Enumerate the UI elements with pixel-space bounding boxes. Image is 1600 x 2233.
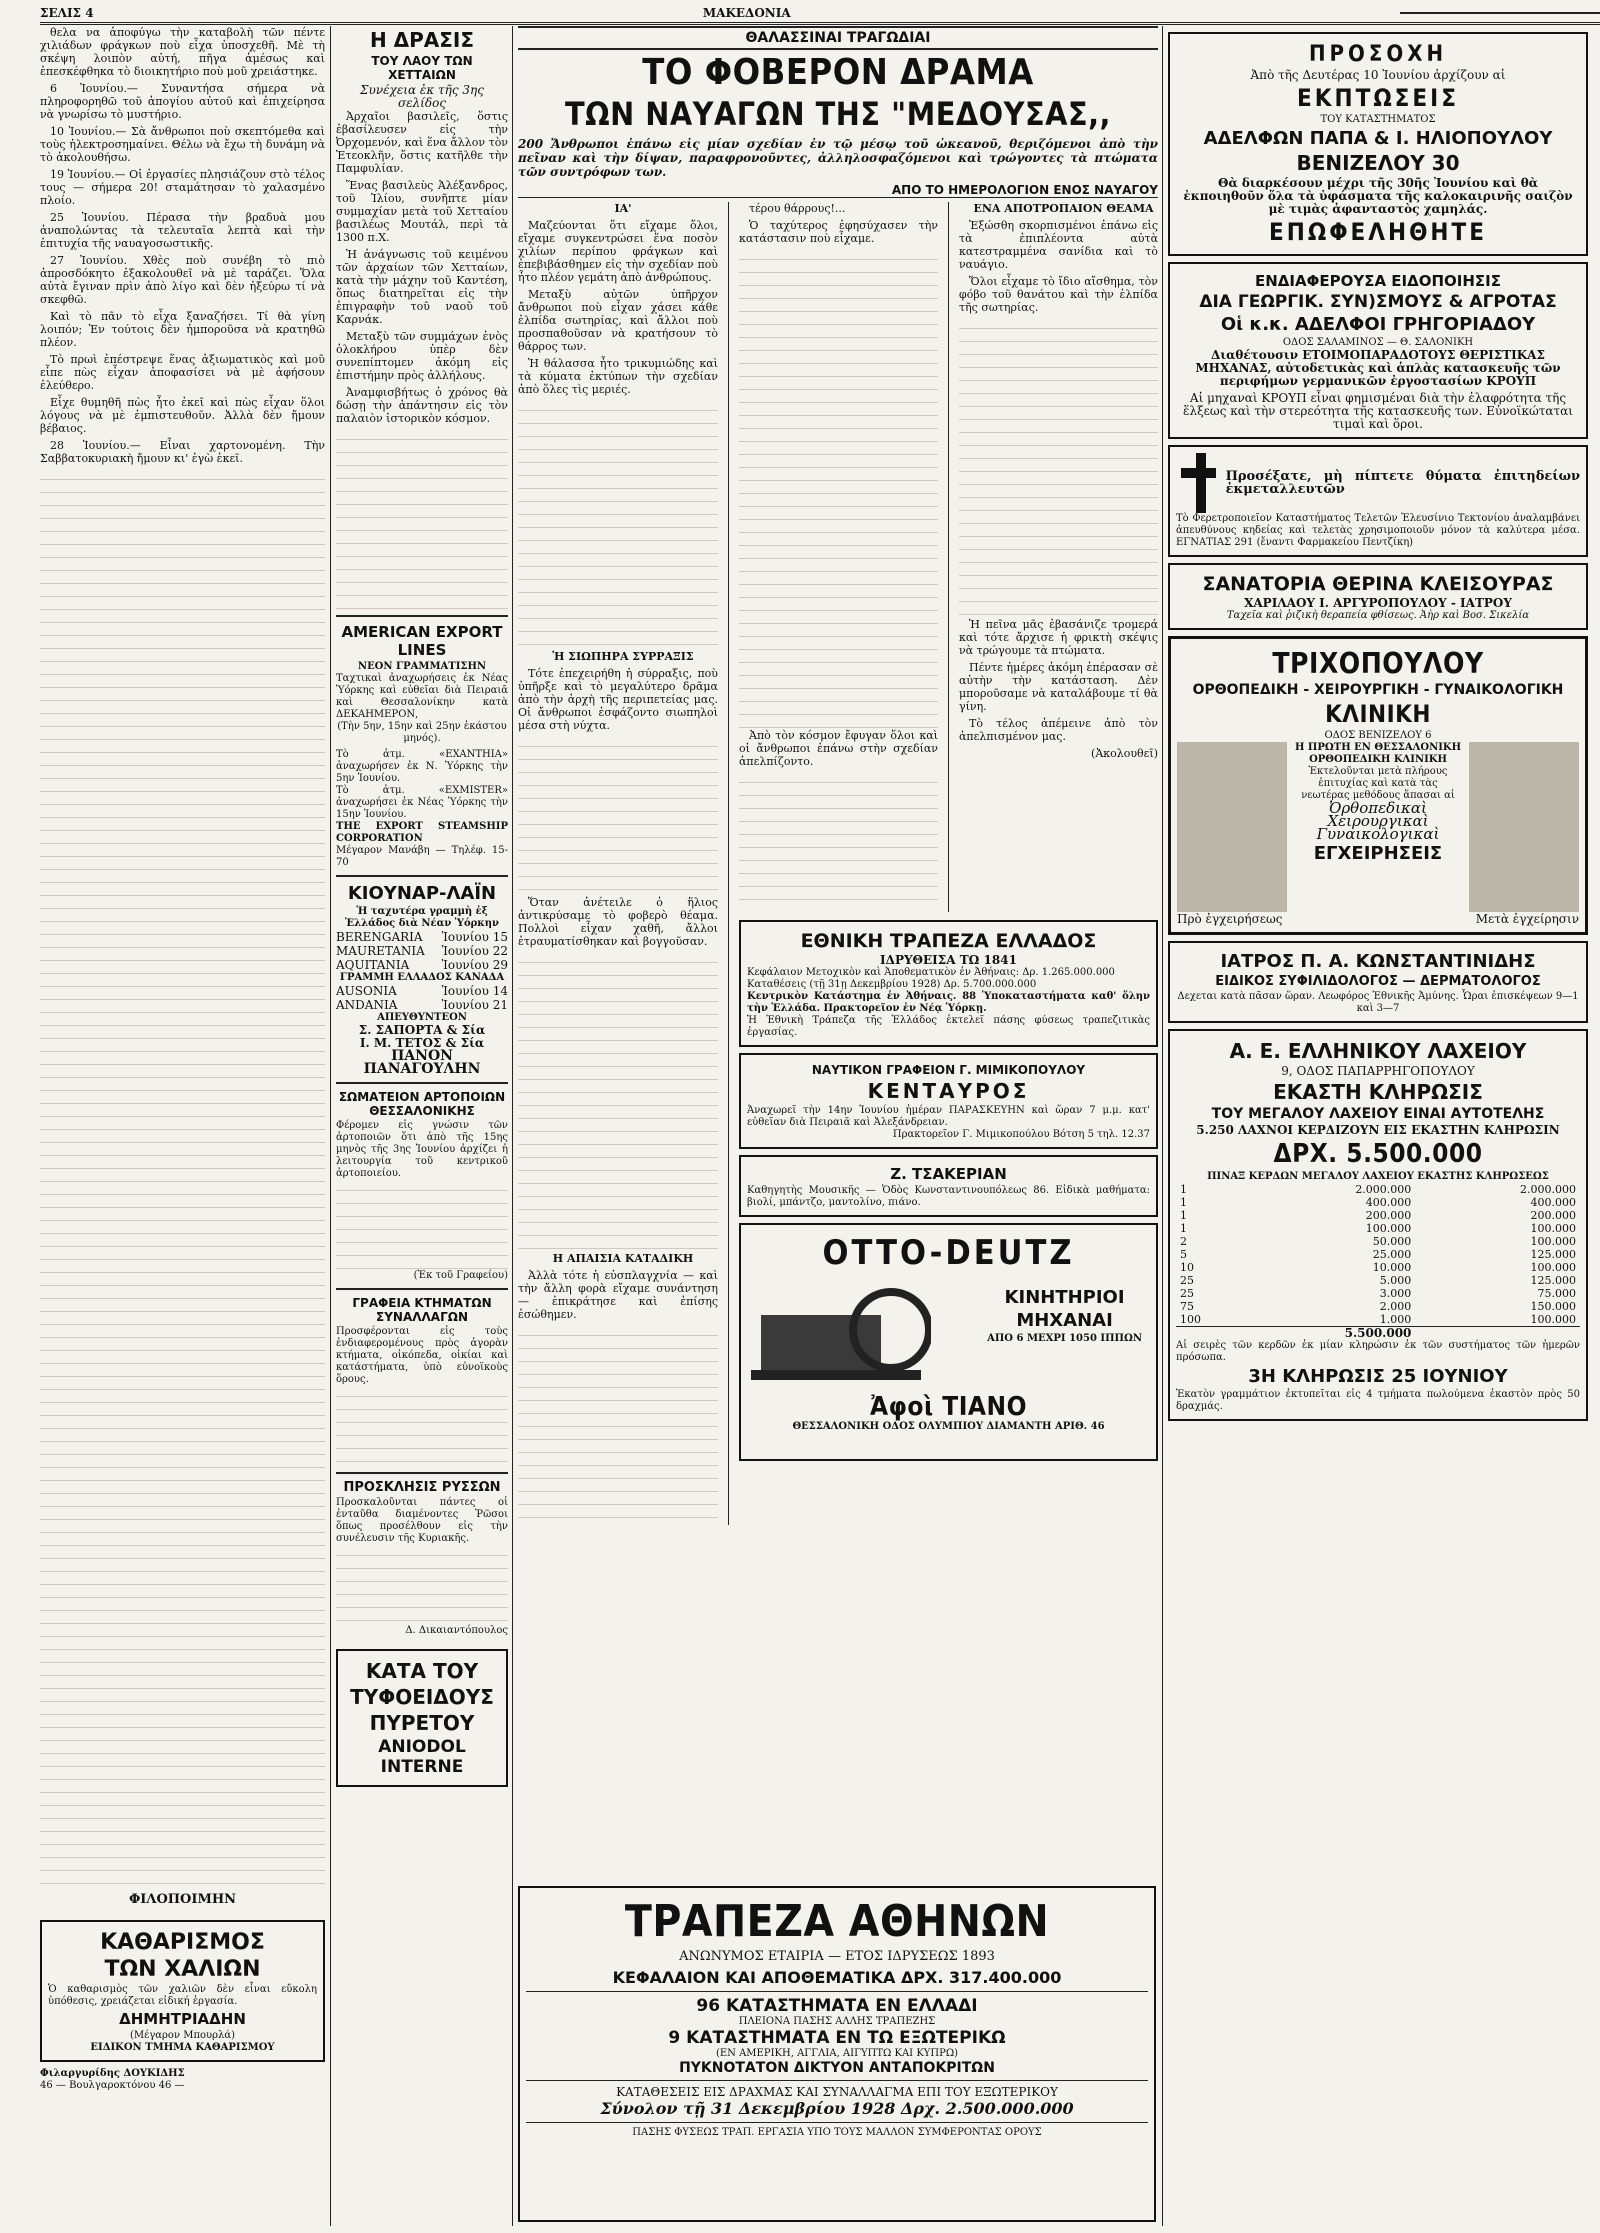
lottery-prize-cell: 10.000 xyxy=(1372,1261,1412,1274)
col2-text-lines xyxy=(336,1386,508,1466)
engine-illustration-icon xyxy=(751,1275,931,1385)
clinic-word: ΚΛΙΝΙΚΗ xyxy=(1325,700,1431,728)
russians-sign: Δ. Δικαιαντόπουλος xyxy=(405,1625,508,1636)
typhoid-ad xyxy=(336,1649,508,1787)
column-1 xyxy=(40,26,325,2226)
carpet-ad-sub: (Μέγαρον Μπουρλά) xyxy=(130,2030,235,2041)
lottery-count-cell: 1 xyxy=(1180,1222,1187,1235)
col1-paragraph: 10 Ἰουνίου.— Σὰ ἄνθρωποι ποὺ σκεπτόμεθα καὶ τοὺς ἠλεκτροσημαίνει. Θέλω νὰ ἔχω τὴ δυνάμη νὰ τὸ ἀκολουθήσω. xyxy=(40,125,325,164)
lottery-note: Αἱ σειρὲς τῶν κερδῶν ἐκ μίαν κληρώσιν ἐκ τῶν συστήματος τῶν ἡμερῶν πρόσωπα. xyxy=(1176,1340,1580,1363)
athens-bank-ad xyxy=(518,1886,1156,2222)
lottery-row xyxy=(1176,1222,1580,1235)
farm-title2: ΔΙΑ ΓΕΩΡΓΙΚ. ΣΥΝ)ΣΜΟΥΣ & ΑΓΡΟΤΑΣ xyxy=(1199,292,1557,312)
lottery-draw: 3Η ΚΛΗΡΩΣΙΣ 25 ΙΟΥΝΙΟΥ xyxy=(1248,1366,1508,1387)
article-source: ΑΠΟ ΤΟ ΗΜΕΡΟΛΟΓΙΟΝ ΕΝΟΣ ΝΑΥΑΓΟΥ xyxy=(518,183,1158,198)
page-number: ΣΕΛΙΣ 4 xyxy=(40,6,94,20)
otto-power: ΑΠΟ 6 ΜΕΧΡΙ 1050 ΙΠΠΩΝ xyxy=(987,1333,1142,1344)
hittites-title2: ΤΟΥ ΛΑΟΥ ΤΩΝ ΧΕΤΤΑΙΩΝ xyxy=(371,54,473,82)
clinic-body: Ἐκτελοῦνται μετὰ πλήρους ἐπιτυχίας καὶ κατὰ τὰς νεωτέρας μεθόδους ἅπασαι αἱ xyxy=(1301,766,1455,801)
nautical-body: Ἀναχωρεῖ τὴν 14ην Ἰουνίου ἡμέραν ΠΑΡΑΣΚΕΥΗΝ καὶ ὥραν 7 μ.μ. κατ' εὐθεῖαν διὰ Πειραιᾶ καὶ Ἀλεξάνδρειαν. xyxy=(747,1105,1150,1128)
paper-title: ΜΑΚΕΔΟΝΙΑ xyxy=(702,6,791,20)
lottery-row xyxy=(1176,1209,1580,1222)
lottery-table-title: ΠΙΝΑΞ ΚΕΡΔΩΝ ΜΕΓΑΛΟΥ ΛΑΧΕΙΟΥ ΕΚΑΣΤΗΣ ΚΛΗΡΩΣΕΩΣ xyxy=(1207,1171,1549,1182)
col2-paragraph: Ἀρχαῖοι βασιλεῖς, ὅστις ἐβασίλευσεν εἰς τὴν Ὀρχομενόν, καὶ ἕνα ἄλλον τὸν Ἐτεοκλῆν, ὅστις κατῆλθε τὴν Παμφυλίαν. xyxy=(336,110,508,175)
funeral-head: Προσέξατε, μὴ πίπτετε θύματα ἐπιτηδείων ἐκμεταλλευτῶν xyxy=(1225,469,1580,497)
clinic-type: ΟΡΘΟΠΕΔΙΚΗ - ΧΕΙΡΟΥΡΓΙΚΗ - ΓΥΝΑΙΚΟΛΟΓΙΚΗ xyxy=(1192,682,1564,698)
typhoid-title4: ANIODOL INTERNE xyxy=(378,1737,466,1777)
bakers-sign: (Ἐκ τοῦ Γραφείου) xyxy=(413,1270,508,1281)
article-text-lines xyxy=(518,736,718,896)
divider xyxy=(336,875,508,877)
lottery-ad xyxy=(1168,1029,1588,1421)
carpet-ad-title2: ΤΩΝ ΧΑΛΙΩΝ xyxy=(104,1957,261,1982)
estates-title: ΓΡΑΦΕΙΑ ΚΤΗΜΑΤΩΝ ΣΥΝΑΛΛΑΓΩΝ xyxy=(352,1296,492,1324)
otto-brand: Ἀφοὶ ΤΙΑΝΟ xyxy=(870,1392,1027,1422)
nautical-ship: ΚΕΝΤΑΥΡΟΣ xyxy=(867,1079,1030,1103)
lottery-total-cell: 2.000.000 xyxy=(1520,1183,1576,1196)
col1-paragraph: Καὶ τὸ πᾶν τὸ εἶχα ξαναζήσει. Τί θὰ γίνη λοιπόν; Ἐν τούτοις δὲν ἠμποροῦσα νὰ κρατηθῶ πλέον. xyxy=(40,310,325,349)
notice-store: ΤΟΥ ΚΑΤΑΣΤΗΜΑΤΟΣ xyxy=(1320,114,1436,125)
lottery-count-cell: 2 xyxy=(1180,1235,1187,1248)
ship-date: Ἰουνίου 14 xyxy=(441,984,508,998)
export-company: THE EXPORT STEAMSHIP CORPORATION xyxy=(336,821,508,844)
article-paragraph: Ἡ πεῖνα μᾶς ἐβασάνιζε τρομερά καὶ τότε ἄρχισε ἡ φρικτὴ σκέψις νὰ τρώγουμε τὰ πτώματα. xyxy=(959,618,1158,657)
notice-name: ΑΔΕΛΦΩΝ ΠΑΠΑ & Ι. ΗΛΙΟΠΟΥΛΟΥ xyxy=(1203,128,1553,149)
lottery-count-cell: 5 xyxy=(1180,1248,1187,1261)
lottery-row xyxy=(1176,1261,1580,1274)
article-paragraph: Ὅλοι εἶχαμε τὸ ἴδιο αἴσθημα, τὸν φόβο τοῦ θανάτου καὶ τὴν ἐλπίδα τῆς σωτηρίας. xyxy=(959,275,1158,314)
lottery-prize-cell: 200.000 xyxy=(1365,1209,1412,1222)
lottery-count-cell: 25 xyxy=(1180,1287,1194,1300)
bakers-title: ΣΩΜΑΤΕΙΟΝ ΑΡΤΟΠΟΙΩΝ ΘΕΣΣΑΛΟΝΙΚΗΣ xyxy=(338,1090,506,1118)
lottery-head2: ΤΟΥ ΜΕΓΑΛΟΥ ΛΑΧΕΙΟΥ ΕΙΝΑΙ ΑΥΤΟΤΕΛΗΣ xyxy=(1211,1106,1545,1122)
export-ship2: Τὸ ἀτμ. «EXMISTER» ἀναχωρήσει ἐκ Νέας Ὑόρκης τὴν 15ην Ἰουνίου. xyxy=(336,785,508,820)
athens-bank-sub: ΑΝΩΝΥΜΟΣ ΕΤΑΙΡΙΑ — ΕΤΟΣ ΙΔΡΥΣΕΩΣ 1893 xyxy=(679,1949,995,1964)
column-rule xyxy=(728,202,729,1525)
agent2: Ι. Μ. ΤΕΤΟΣ & Σία xyxy=(359,1036,485,1050)
clinic-list1: Ὀρθοπεδικαὶ xyxy=(1329,799,1427,817)
lottery-count-cell: 10 xyxy=(1180,1261,1194,1274)
article-paragraph: Ἐξώσθη σκορπισμένοι ἐπάνω εἰς τὰ ἐπιπλέοντα αὐτὰ κατεστραμμένα σανίδια καὶ τὸ ναυάγιο. xyxy=(959,219,1158,271)
doctor-name: ΙΑΤΡΟΣ Π. Α. ΚΩΝΣΤΑΝΤΙΝΙΔΗΣ xyxy=(1220,951,1536,972)
otto-deutz-ad xyxy=(739,1223,1158,1461)
clinic-name: ΤΡΙΧΟΠΟΥΛΟΥ xyxy=(1272,647,1484,680)
lottery-total-cell: 75.000 xyxy=(1537,1287,1576,1300)
national-bank-founded: ΙΔΡΥΘΕΙΣΑ ΤΩ 1841 xyxy=(880,953,1017,967)
lottery-row xyxy=(1176,1196,1580,1209)
column-rule xyxy=(512,26,513,2226)
national-bank-body: Ἡ Ἐθνικὴ Τράπεζα τῆς Ἑλλάδος ἐκτελεῖ πάσης φύσεως τραπεζιτικὰς ἐργασίας. xyxy=(747,1015,1150,1038)
article-col-c xyxy=(959,202,1158,912)
article-text-lines xyxy=(739,772,938,912)
lottery-count-cell: 1 xyxy=(1180,1209,1187,1222)
russians-title: ΠΡΟΣΚΛΗΣΙΣ ΡΥΣΣΩΝ xyxy=(343,1480,501,1495)
ship-date: Ἰουνίου 21 xyxy=(441,998,508,1012)
notice-title: ΠΡΟΣΟΧΗ xyxy=(1308,42,1448,67)
article-headline2: ΤΩΝ ΝΑΥΑΓΩΝ ΤΗΣ "ΜΕΔΟΥΣΑΣ,, xyxy=(565,95,1111,133)
music-body: Καθηγητὴς Μουσικῆς — Ὁδὸς Κωνσταντινουπόλεως 86. Εἰδικὰ μαθήματα: βιολί, μπάντζο, μαντολίνο, πιάνο. xyxy=(747,1185,1150,1208)
col1-text-lines xyxy=(40,469,325,1889)
article-col-a xyxy=(518,202,718,1525)
lottery-addr: 9, ΟΔΟΣ ΠΑΠΑΡΡΗΓΟΠΟΥΛΟΥ xyxy=(1281,1064,1475,1078)
col1-signature: ΦΙΛΟΠΟΙΜΗΝ xyxy=(128,1892,237,1907)
lottery-total-cell: 125.000 xyxy=(1530,1274,1576,1287)
clinic-first: Η ΠΡΩΤΗ ΕΝ ΘΕΣΣΑΛΟΝΙΚΗ ΟΡΘΟΠΕΔΙΚΗ ΚΛΙΝΙΚΗ xyxy=(1294,742,1462,765)
col2-text-lines xyxy=(336,429,508,609)
article-paragraph: Μαζεύονται ὅτι εἴχαμε ὅλοι, εἴχαμε συγκεντρώσει ἕνα ποσὸν χιλίων περίπου φράγκων καὶ ἐπεβιβάσθημεν εἰς τὴν σχεδίαν ποὺ ἦτο πλέον γεμάτη ἀπὸ ἀνθρώπους. xyxy=(518,219,718,284)
lottery-prize-cell: 5.000 xyxy=(1379,1274,1412,1287)
national-bank-capital: Κεφάλαιον Μετοχικὸν καὶ Ἀποθεματικὸν ἐν Ἀθήναις: Δρ. 1.265.000.000 xyxy=(747,967,1115,978)
col1-paragraph: θελα να ἀποφύγω τὴν καταβολὴ τῶν πέντε χιλιάδων φράγκων ποὺ εἶχα ὑποσχεθῆ. Μὲ τὴ σκέψη λοιπὸν αὐτή, πῆγα ἀμέσως καὶ ἐπεσκέφθηκα τὸ διοικητήριο ποὺ μοῦ χρειάστηκε. xyxy=(40,26,325,78)
doctor-body: Δεχεται κατὰ πᾶσαν ὥραν. Λεωφόρος Ἐθνικῆς Ἀμύνης. Ὧραι ἐπισκέψεων 9—1 καὶ 3—7 xyxy=(1177,991,1579,1014)
lottery-row xyxy=(1176,1313,1580,1326)
article-paragraph: ΙΑ' xyxy=(614,202,632,215)
col2-paragraph: Ἕνας βασιλεὺς Ἀλέξανδρος, τοῦ Ἰλίου, συνῆπτε μίαν συμμαχίαν μετὰ τοῦ Χετταίου βασιλέως Μουτάλ, περὶ τὰ 1300 π.Χ. xyxy=(336,179,508,244)
notice-body: Θὰ διαρκέσουν μέχρι τῆς 30ῆς Ἰουνίου καὶ θὰ ἐκποιηθοῦν ὅλα τὰ ὑφάσματα τῆς καλοκαιρινῆς σαιζὸν μὲ τιμὰς ἀφανταστὸς χαμηλάς. xyxy=(1183,176,1573,216)
hittites-sub: Συνέχεια ἐκ τῆς 3ης σελίδος xyxy=(360,83,484,110)
article-paragraph: Πέντε ἡμέρες ἀκόμη ἐπέρασαν σὲ αὐτὴν τὴν κατάσταση. Δὲν μποροῦσαμε νὰ καταλάβουμε τί θὰ γίνη. xyxy=(959,661,1158,713)
agent1: Σ. ΣΑΠΟΡΤΑ & Σία xyxy=(358,1023,486,1037)
clinic-before-caption: Πρὸ ἐγχειρήσεως xyxy=(1177,912,1283,926)
funeral-body: Τὸ Φερετροποιεῖον Καταστήματος Τελετῶν Ἐλευσίνιο Τεκτονίου ἀναλαμβάνει ἀπευθύνους κηδείας καὶ τελετὰς χρησιμοποιοῦν μόνον τὰ καλύτερα μέσα. ΕΓΝΑΤΙΑΣ 291 (ἔναντι Φαρμακείου Πεντζίκη) xyxy=(1176,513,1580,548)
lottery-table-body xyxy=(1176,1183,1580,1326)
lottery-sum: 5.500.000 xyxy=(1176,1326,1580,1340)
carpet-ad-body: Ὁ καθαρισμὸς τῶν χαλιῶν δὲν εἶναι εὔκολη ὑπόθεσις, χρειάζεται εἰδική ἐργασία. xyxy=(48,1984,317,2007)
article-paragraph: Ἀπὸ τὸν κόσμον ἔφυγαν ὅλοι καὶ οἱ ἄνθρωποι ἐπάνω στὴν σχεδίαν ἀπελπίζοντο. xyxy=(739,729,938,768)
divider xyxy=(336,1082,508,1084)
hittites-title1: Η ΔΡΑΣΙΣ xyxy=(369,28,475,52)
clinic-caption-row xyxy=(1177,912,1579,926)
ship-date: Ἰουνίου 29 xyxy=(441,958,508,972)
col2-text-lines xyxy=(336,1180,508,1270)
article-paragraph: Ὁ ταχύτερος ἐφησύχασεν τὴν κατάστασιν ποὺ εἶχαμε. xyxy=(739,219,938,245)
clinic-big: ΕΓΧΕΙΡΗΣΕΙΣ xyxy=(1313,843,1443,864)
ship-name: BERENGARIA xyxy=(336,930,423,944)
otto-addr: ΟΔΟΣ ΟΛΥΜΠΙΟΥ ΔΙΑΜΑΝΤΗ ΑΡΙΘ. 46 xyxy=(882,1421,1105,1432)
athens-bank-greece: 96 ΚΑΤΑΣΤΗΜΑΤΑ ΕΝ ΕΛΛΑΔΙ xyxy=(526,1991,1148,2016)
col2-paragraph: Ἡ ἀνάγνωσις τοῦ κειμένου τῶν ἀρχαίων τῶν Χετταίων, κατὰ τὴν μάχην τοῦ Καντέση, ὅπως διατηρεῖται εἰς τὴν ἐπιγραφὴν τοῦ ναοῦ τοῦ Καρνάκ. xyxy=(336,248,508,326)
article-right-block xyxy=(739,202,1158,1525)
lottery-row xyxy=(1176,1235,1580,1248)
column-rule xyxy=(1162,26,1163,2226)
lottery-total-cell: 150.000 xyxy=(1530,1300,1576,1313)
sanat-body: Ταχεῖα καὶ ῥιζικὴ θεραπεία φθίσεως. Ἀὴρ καὶ Βοσ. Σικελία xyxy=(1226,610,1530,621)
article-text-lines xyxy=(518,1325,718,1525)
farm-foot: Αἱ μηχαναὶ ΚΡΟΥΠ εἶναι φημισμέναι διὰ τὴν ἐλαφρότητα τῆς ἕλξεως καὶ τὴν στερεότητα τῆς κατασκευῆς των. Εὐνοϊκώταται τιμαὶ καὶ ὅροι. xyxy=(1183,391,1573,431)
col1-footer2: 46 — Βουλγαροκτόνου 46 — xyxy=(40,2080,185,2091)
athens-bank-deposits: ΚΑΤΑΘΕΣΕΙΣ ΕΙΣ ΔΡΑΧΜΑΣ ΚΑΙ ΣΥΝΑΛΛΑΓΜΑ ΕΠΙ ΤΟΥ ΕΞΩΤΕΡΙΚΟΥ xyxy=(526,2080,1148,2099)
lottery-table xyxy=(1176,1183,1580,1326)
cunard-ship-row xyxy=(336,958,508,972)
clinic-after-photo xyxy=(1469,742,1579,912)
ship-name: AUSONIA xyxy=(336,984,397,998)
article-text-lines xyxy=(518,400,718,650)
col1-paragraph: 27 Ἰουνίου. Χθὲς ποὺ συνέβη τὸ πιὸ ἀπροσδόκητο ἐξακολουθεῖ νὰ μὲ ταράζει. Ὅλα αὐτὰ ἔγιναν πρὶν ἀπὸ λίγο καὶ δὲν ἠξεύρω τί νὰ σκεφθῶ. xyxy=(40,254,325,306)
nautical-addr: Πρακτορεῖον Γ. Μιμικοπούλου Βότση 5 τηλ. 12.37 xyxy=(892,1129,1150,1140)
divider xyxy=(336,1472,508,1474)
lottery-prize-cell: 400.000 xyxy=(1365,1196,1412,1209)
cunard-ship-row xyxy=(336,930,508,944)
farm-body: Διαθέτουσιν ΕΤΟΙΜΟΠΑΡΑΔΟΤΟΥΣ ΘΕΡΙΣΤΙΚΑΣ ΜΗΧΑΝΑΣ, αὐτοδετικὰς καὶ ἁπλὰς κατασκευῆς τῶν περιφήμων γερμανικῶν ἐργοστασίων ΚΡΟΥΠ xyxy=(1195,348,1561,388)
athens-bank-foot: ΠΑΣΗΣ ΦΥΣΕΩΣ ΤΡΑΠ. ΕΡΓΑΣΙΑ ΥΠΟ ΤΟΥΣ ΜΑΛΛΟΝ ΣΥΜΦΕΡΟΝΤΑΣ ΟΡΟΥΣ xyxy=(526,2122,1148,2139)
national-bank-title: ΕΘΝΙΚΗ ΤΡΑΠΕΖΑ ΕΛΛΑΔΟΣ xyxy=(800,930,1097,952)
export-company-sub: Μέγαρον Μανάβη — Τηλέφ. 15-70 xyxy=(336,845,508,868)
bakers-body: Φέρομεν εἰς γνώσιν τῶν ἀρτοποιῶν ὅτι ἀπὸ τῆς 15ης μηνὸς τῆς 3ης Ἰουνίου ἀρχίζει ἡ λειτουργία τοῦ κεντρικοῦ ἀρτοποιείου. xyxy=(336,1120,508,1179)
lottery-prize-cell: 100.000 xyxy=(1365,1222,1412,1235)
otto-city-name: ΘΕΣΣΑΛΟΝΙΚΗ xyxy=(792,1421,880,1432)
cunard-sub: Ἡ ταχυτέρα γραμμὴ ἐξ Ἑλλάδος διὰ Νέαν Ὑόρκην xyxy=(345,906,499,929)
clinic-after-caption: Μετὰ ἐγχείρησιν xyxy=(1475,912,1579,926)
agent-piraeus: ΠΑΝΟΝ ΠΑΝΑΓΟΥΛΗΝ xyxy=(363,1048,481,1077)
athens-bank-abroad-sub: (ΕΝ ΑΜΕΡΙΚΗ, ΑΓΓΛΙΑ, ΑΙΓΥΠΤΩ ΚΑΙ ΚΥΠΡΩ) xyxy=(715,2048,959,2059)
ship-name: AQUITANIA xyxy=(336,958,410,972)
sanat-title: ΣΑΝΑΤΟΡΙΑ ΘΕΡΙΝΑ ΚΛΕΙΣΟΥΡΑΣ xyxy=(1202,573,1554,595)
canada-title: ΓΡΑΜΜΗ ΕΛΛΑΔΟΣ ΚΑΝΑΔΑ xyxy=(339,972,505,983)
article-paragraph: Ἡ θάλασσα ἦτο τρικυμιώδης καὶ τὰ κύματα ἐκτύπων τὴν σχεδίαν ἀπὸ ὅλες τὶς μεριές. xyxy=(518,357,718,396)
divider xyxy=(336,615,508,617)
clinic-text xyxy=(1287,742,1469,866)
lottery-prize-cell: 2.000.000 xyxy=(1355,1183,1412,1196)
otto-sub1: ΚΙΝΗΤΗΡΙΟΙ xyxy=(1004,1287,1125,1308)
clinic-before-photo xyxy=(1177,742,1287,912)
lottery-prize-cell: 25.000 xyxy=(1372,1248,1412,1261)
article-text-lines xyxy=(518,952,718,1252)
lottery-head1: ΕΚΑΣΤΗ ΚΛΗΡΩΣΙΣ xyxy=(1273,1080,1483,1104)
article-paragraph: Ὅταν ἀνέτειλε ὁ ἥλιος ἀντικρύσαμε τὸ φοβερὸ θέαμα. Πολλοὶ εἶχαν χαθῆ, ἄλλοι ἐτραυματίσθηκαν καὶ βογγοῦσαν. xyxy=(518,896,718,948)
right-column xyxy=(1168,26,1588,2226)
masthead-rule xyxy=(1400,12,1600,14)
carpet-ad-title1: ΚΑΘΑΡΙΣΜΟΣ xyxy=(100,1930,265,1955)
lottery-prize-cell: 1.000 xyxy=(1379,1313,1412,1326)
notice-foot: ΕΠΩΦΕΛΗΘΗΤΕ xyxy=(1269,218,1487,246)
nautical-title: ΝΑΥΤΙΚΟΝ ΓΡΑΦΕΙΟΝ Γ. ΜΙΜΙΚΟΠΟΥΛΟΥ xyxy=(811,1063,1086,1077)
article-right-cols xyxy=(739,202,1158,912)
national-bank-deposits: Καταθέσεις (τῇ 31ῃ Δεκεμβρίου 1928) Δρ. 5.700.000.000 xyxy=(747,979,1037,990)
export-lines-dates: (Τὴν 5ην, 15ην καὶ 25ην ἑκάστου μηνός). xyxy=(337,721,507,744)
ship-date: Ἰουνίου 22 xyxy=(441,944,508,958)
lottery-total-cell: 200.000 xyxy=(1530,1209,1576,1222)
lottery-row xyxy=(1176,1248,1580,1261)
lottery-count-cell: 1 xyxy=(1180,1196,1187,1209)
article-headline1: ΤΟ ΦΟΒΕΡΟΝ ΔΡΑΜΑ xyxy=(642,52,1034,93)
otto-sub2: ΜΗΧΑΝΑΙ xyxy=(1016,1310,1113,1331)
article-subhead: Ἡ ΣΙΩΠΗΡΑ ΣΥΡΡΑΞΙΣ xyxy=(552,650,694,663)
athens-bank-greece-sub: ΠΛΕΙΟΝΑ ΠΑΣΗΣ ΑΛΛΗΣ ΤΡΑΠΕΖΗΣ xyxy=(738,2016,936,2027)
article-paragraph: τέρου θάρρους!... xyxy=(749,202,846,215)
divider xyxy=(336,1288,508,1290)
article-paragraph: Μεταξὺ αὐτῶν ὑπῆρχον ἄνθρωποι ποὺ εἶχαν χάσει κάθε ἐλπίδα σωτηρίας, καὶ ἄλλοι ποὺ προσπαθοῦσαν νὰ κρατήσουν τὸ θάρρος των. xyxy=(518,288,718,353)
notice-big: ΕΚΠΤΩΣΕΙΣ xyxy=(1297,84,1459,112)
sanatorium-ad xyxy=(1168,563,1588,630)
typhoid-title3: ΠΥΡΕΤΟΥ xyxy=(369,1711,475,1735)
lottery-row xyxy=(1176,1300,1580,1313)
article-deck: 200 Ἄνθρωποι ἐπάνω εἰς μίαν σχεδίαν ἐν τῷ μέσῳ τοῦ ὠκεανοῦ, θεριζόμενοι ἀπὸ τὴν πεῖναν καὶ τὴν δίψαν, παραφρονοῦντες, ἀλληλοσφαζόμενοι καὶ τρώγοντες τὰ πτώματα τῶν συντρόφων των. xyxy=(518,137,1158,179)
column-2 xyxy=(336,26,508,2226)
lottery-count: 5.250 ΛΑΧΝΟΙ ΚΕΡΔΙΖΟΥΝ ΕΙΣ ΕΚΑΣΤΗΝ ΚΛΗΡΩΣΙΝ xyxy=(1196,1123,1560,1137)
sanat-doc: ΧΑΡΙΛΑΟΥ Ι. ΑΡΓΥΡΟΠΟΥΛΟΥ - ΙΑΤΡΟΥ xyxy=(1244,596,1512,610)
lottery-row xyxy=(1176,1287,1580,1300)
article-kicker: ΘΑΛΑΣΣΙΝΑΙ ΤΡΑΓΩΔΙΑΙ xyxy=(518,26,1158,50)
lottery-prize-cell: 2.000 xyxy=(1379,1300,1412,1313)
lottery-total-cell: 100.000 xyxy=(1530,1222,1576,1235)
estates-body: Προσφέρονται εἰς τοὺς ἐνδιαφερομένους πρὸς ἀγορὰν κτήματα, οἰκόπεδα, οἰκίαι καὶ κατάστήματα, ὑπὸ εὐνοϊκοὺς ὅρους. xyxy=(336,1326,508,1385)
nautical-office-ad xyxy=(739,1053,1158,1149)
masthead xyxy=(40,4,1600,25)
lottery-count-cell: 25 xyxy=(1180,1274,1194,1287)
col1-paragraph: Εἶχε θυμηθῆ πὼς ἦτο ἐκεῖ καὶ πὼς εἶχαν ὅλοι λόγους νὰ μὲ ἐμπιστευθοῦν. Ἀλλὰ δὲν ἤμουν βέβαιος. xyxy=(40,396,325,435)
carpet-ad-foot: ΕΙΔΙΚΟΝ ΤΜΗΜΑ ΚΑΘΑΡΙΣΜΟΥ xyxy=(90,2042,275,2053)
typhoid-title1: ΚΑΤΑ ΤΟΥ xyxy=(365,1659,479,1683)
col2-paragraph: Ἀναμφισβήτως ὁ χρόνος θὰ δώσῃ τὴν ἀπάντησιν εἰς τὸν παλαιὸν ἱστορικὸν κόσμον. xyxy=(336,386,508,425)
col1-paragraph: 6 Ἰουνίου.— Συναντήσα σήμερα νὰ πληροφορηθῶ τοῦ ἀπογίου αὐτοῦ καὶ ἐπιχείρησα νὰ γνωρίσω τὸ μυστήριο. xyxy=(40,82,325,121)
carpet-cleaning-ad xyxy=(40,1920,325,2062)
lottery-total-cell: 100.000 xyxy=(1530,1261,1576,1274)
article-text-lines xyxy=(739,249,938,729)
article-col-b xyxy=(739,202,938,912)
lottery-prize-cell: 50.000 xyxy=(1372,1235,1412,1248)
otto-city xyxy=(741,1421,1156,1433)
article-text-lines xyxy=(959,318,1158,618)
national-bank-ad xyxy=(739,920,1158,1047)
otto-text xyxy=(987,1285,1142,1345)
cunard-ship-row xyxy=(336,944,508,958)
export-lines-body: Ταχτικαὶ ἀναχωρήσεις ἐκ Νέας Ὑόρκης καὶ εὐθεῖαι διὰ Πειραιᾶ καὶ Θεσσαλονίκην κατὰ ΔΕΚΑΗΜΕΡΟΝ, xyxy=(336,673,508,720)
canada-ship-row xyxy=(336,998,508,1012)
column-rule xyxy=(948,202,949,912)
sale-notice-ad xyxy=(1168,32,1588,256)
notice-street: ΒΕΝΙΖΕΛΟΥ 30 xyxy=(1296,151,1460,175)
athens-bank-abroad: 9 ΚΑΤΑΣΤΗΜΑΤΑ ΕΝ ΤΩ ΕΞΩΤΕΡΙΚΩ xyxy=(668,2028,1006,2048)
ship-name: MAURETANIA xyxy=(336,944,425,958)
clinic-street: ΟΔΟΣ ΒΕΝΙΖΕΛΟΥ 6 xyxy=(1324,730,1432,741)
doctor-ad xyxy=(1168,941,1588,1023)
article-paragraph: Τότε ἐπεχειρήθη ἡ σύρραξις, ποὺ ὑπῆρξε καὶ τὸ μεγαλύτερο δρᾶμα ἀπὸ τὴν ἀρχὴ τῆς περιπετείας μας. Οἱ ἄνθρωποι ἐσφάζοντο σιωπηλοὶ μέσα στὴ νύχτα. xyxy=(518,667,718,732)
lottery-total-cell: 125.000 xyxy=(1530,1248,1576,1261)
carpet-ad-name: ΔΗΜΗΤΡΙΑΔΗΝ xyxy=(119,2010,246,2028)
article-subhead: ΕΝΑ ΑΠΟΤΡΟΠΑΙΟΝ ΘΕΑΜΑ xyxy=(973,202,1154,215)
athens-bank-capital: ΚΕΦΑΛΑΙΟΝ ΚΑΙ ΑΠΟΘΕΜΑΤΙΚΑ ΔΡΧ. 317.400.000 xyxy=(612,1968,1062,1987)
lottery-total-cell: 100.000 xyxy=(1530,1235,1576,1248)
clinic-body-row xyxy=(1177,742,1579,912)
lottery-row xyxy=(1176,1183,1580,1196)
col2-paragraph: Μεταξὺ τῶν συμμάχων ἐνὸς ὁλοκλήρου ὑπὲρ δὲν συνεπίπτομεν ἀκόμη εἰς ἐπιστήμην πρὸς ἀλλήλους. xyxy=(336,330,508,382)
doctor-spec: ΕΙΔΙΚΟΣ ΣΥΦΙΛΙΔΟΛΟΓΟΣ — ΔΕΡΜΑΤΟΛΟΓΟΣ xyxy=(1215,974,1541,989)
typhoid-title2: ΤΥΦΟΕΙΔΟΥΣ xyxy=(350,1685,494,1709)
col1-paragraph: 25 Ἰουνίου. Πέρασα τὴν βραδυὰ μου ἀναπολώντας τὰ τελευταῖα λεπτὰ καὶ τὴν ἐπιτυχία τῆς ναυαγοσωστικῆς. xyxy=(40,211,325,250)
export-lines-title: AMERICAN EXPORT LINES xyxy=(341,623,503,659)
export-lines-sub: ΝΕΟΝ ΓΡΑΜΜΑΤΙΣΗΝ xyxy=(357,661,487,672)
farm-machinery-ad xyxy=(1168,262,1588,439)
col1-paragraph: 19 Ἰουνίου.— Οἱ ἐργασίες πλησιάζουν στὸ τέλος τους — σήμερα 20! σταμάτησαν τὸ χαλασμένο πλοίο. xyxy=(40,168,325,207)
notice-intro: Ἀπὸ τῆς Δευτέρας 10 Ἰουνίου ἀρχίζουν αἱ xyxy=(1250,68,1506,82)
article-paragraph: Τὸ τέλος ἀπέμεινε ἀπὸ τὸν ἀπελπισμένον μας. xyxy=(959,717,1158,743)
music-ad xyxy=(739,1155,1158,1217)
col2-text-lines xyxy=(336,1545,508,1625)
lottery-count-cell: 100 xyxy=(1180,1313,1201,1326)
funeral-ad xyxy=(1168,445,1588,557)
ship-name: ANDANIA xyxy=(336,998,398,1012)
russians-body: Προσκαλοῦνται πάντες οἱ ἐνταῦθα διαμένοντες Ῥῶσοι ὅπως προσέλθουν εἰς τὴν συνέλευσιν τῆς Κυριακῆς. xyxy=(336,1497,508,1544)
col1-paragraph: Τὸ πρωὶ ἐπέστρεψε ἕνας ἀξιωματικὸς καὶ μοῦ εἶπε πὼς εἶχαν ἀποφασίσει νὰ μὲ ἀφήσουν ἐλεύθερο. xyxy=(40,353,325,392)
farm-firm: Οἱ κ.κ. ΑΔΕΛΦΟΙ ΓΡΗΓΟΡΙΑΔΟΥ xyxy=(1220,314,1536,335)
otto-title: OTTO-DEUTZ xyxy=(822,1233,1075,1273)
column-rule xyxy=(330,26,331,2226)
clinic-ad xyxy=(1168,636,1588,935)
national-bank-branches: Κεντρικὸν Κατάστημα ἐν Ἀθήναις. 88 Ὑποκαταστήματα καθ' ὅλην τὴν Ἑλλάδα. Πρακτορεῖον ἐν Νέᾳ Ὑόρκῃ. xyxy=(747,991,1150,1014)
article-paragraph: Ἀλλὰ τότε ἡ εὐσπλαγχνία — καὶ τὴν ἄλλη φορὰ εἴχαμε συνάντηση — ἐπικράτησε καὶ ἐπίσης ἐσώθημεν. xyxy=(518,1269,718,1321)
article-subhead: Η ΑΠΑΙΣΙΑ ΚΑΤΑΔΙΚΗ xyxy=(552,1252,694,1265)
ship-date: Ἰουνίου 15 xyxy=(441,930,508,944)
athens-bank-title: ΤΡΑΠΕΖΑ ΑΘΗΝΩΝ xyxy=(624,1896,1050,1947)
funeral-head-row xyxy=(1176,453,1580,513)
col1-footer: Φιλαργυρίδης ΔΟΥΚΙΔΗΣ xyxy=(40,2068,185,2079)
lottery-count-cell: 1 xyxy=(1180,1183,1187,1196)
article-cont: (Ἀκολουθεῖ) xyxy=(1091,747,1158,760)
col1-paragraph: 28 Ἰουνίου.— Εἶναι χαρτονομένη. Τὴν Σαββατοκυριακὴ ἤμουν κι' ἐγὼ ἐκεῖ. xyxy=(40,439,325,465)
lottery-count-cell: 75 xyxy=(1180,1300,1194,1313)
lottery-title: Α. Ε. ΕΛΛΗΝΙΚΟΥ ΛΑΧΕΙΟΥ xyxy=(1229,1039,1527,1063)
lottery-total-cell: 100.000 xyxy=(1530,1313,1576,1326)
canada-ship-row xyxy=(336,984,508,998)
lottery-row xyxy=(1176,1274,1580,1287)
lottery-total: ΔΡΧ. 5.500.000 xyxy=(1273,1139,1483,1169)
athens-bank-total: Σύνολον τῇ 31 Δεκεμβρίου 1928 Δρχ. 2.500.000.000 xyxy=(600,2099,1074,2118)
lottery-prize-cell: 3.000 xyxy=(1379,1287,1412,1300)
cross-icon xyxy=(1176,453,1216,513)
athens-bank-network: ΠΥΚΝΟΤΑΤΟΝ ΔΙΚΤΥΟΝ ΑΝΤΑΠΟΚΡΙΤΩΝ xyxy=(679,2060,995,2076)
music-title: Ζ. ΤΣΑΚΕΡΙΑΝ xyxy=(890,1165,1007,1183)
lottery-total-cell: 400.000 xyxy=(1530,1196,1576,1209)
agents-label: ΑΠΕΥΘΥΝΤΕΟΝ xyxy=(377,1012,467,1023)
farm-addr: ΟΔΟΣ ΣΑΛΑΜΙΝΟΣ — Θ. ΣΑΛΟΝΙΚΗ xyxy=(1282,337,1474,348)
farm-title1: ΕΝΔΙΑΦΕΡΟΥΣΑ ΕΙΔΟΠΟΙΗΣΙΣ xyxy=(1255,272,1501,290)
export-ship1: Τὸ ἀτμ. «EXANTHIA» ἀναχωρήσεν ἐκ Ν. Ὑόρκης τὴν 5ην Ἰουνίου. xyxy=(336,749,508,784)
article-body xyxy=(518,202,1158,1525)
clinic-list2: Χειρουργικαὶ xyxy=(1327,812,1429,830)
cunard-title: ΚΙΟΥΝΑΡ-ΛΑΪΝ xyxy=(347,883,497,904)
lottery-foot: Ἑκατὸν γραμμάτιον ἐκτυπεῖται εἰς 4 τμήματα πωλούμενα ἐκαστὸν πρὸς 50 δραχμάς. xyxy=(1176,1389,1580,1412)
clinic-list3: Γυναικολογικαὶ xyxy=(1316,825,1440,843)
